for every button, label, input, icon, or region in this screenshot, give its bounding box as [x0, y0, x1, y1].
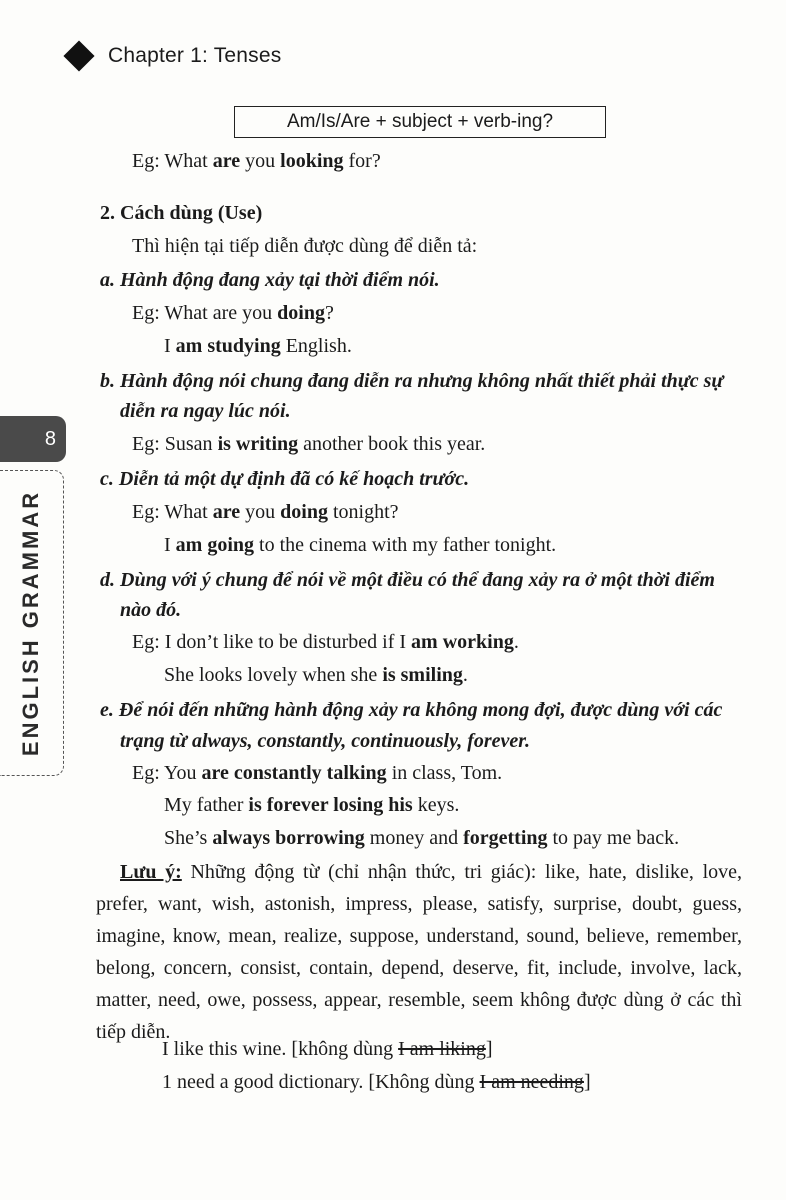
note-example-text: I like this wine. [không dùng: [162, 1038, 399, 1060]
chapter-header: [62, 44, 281, 68]
example-text: in class, Tom.: [386, 762, 503, 784]
example-bold: doing: [280, 501, 328, 523]
use-c-title: c. Diễn tả một dự định đã có kế hoạch trước.: [100, 468, 470, 490]
example-text: money and: [364, 827, 464, 849]
example-bold: is writing: [217, 433, 299, 455]
chapter-title: Chapter 1: Tenses: [108, 44, 282, 67]
use-b-title-line-2: diễn ra ngay lúc nói.: [120, 400, 291, 422]
example-question: [132, 148, 381, 174]
side-section-label: ENGLISH GRAMMAR: [18, 489, 44, 757]
note-label: Lưu ý:: [120, 861, 182, 883]
use-a-title: a. Hành động đang xảy tại thời điểm nói.: [100, 269, 440, 291]
example-bold: is forever losing his: [248, 794, 413, 816]
note-example-1: [162, 1036, 493, 1062]
use-c-example-2: [164, 532, 556, 558]
note-example-2: [162, 1069, 591, 1095]
example-text: .: [462, 664, 468, 686]
question-formula-box: Am/Is/Are + subject + verb-ing?: [234, 106, 606, 138]
example-bold: forgetting: [463, 827, 548, 849]
example-text: .: [513, 631, 519, 653]
example-text: English.: [280, 335, 352, 357]
note-paragraph: [96, 856, 742, 1048]
struck-text: I am needing: [479, 1071, 584, 1093]
example-text: Eg: What are you: [132, 302, 278, 324]
example-bold: are: [212, 150, 241, 172]
example-bold: doing: [277, 302, 325, 324]
side-section-tab: [0, 470, 64, 776]
example-text: for?: [343, 150, 381, 172]
note-text: Những động từ (chỉ nhận thức, tri giác): like, hate, dislike, love, prefer, want, wish, astonish, impress, please, satisfy, surprise, doubt, guess, imagine, know, mean, realize, suppose, understand, sound, believe, remember, belong, concern, consist, contain, depend, deserve, fit, include, involve, lack, matter, need, owe, possess, appear, resemble, seem không được dùng ở các thì tiếp diễn.: [96, 861, 743, 1043]
section-heading: 2. Cách dùng (Use): [100, 202, 263, 224]
use-d-example-1: [132, 629, 519, 655]
example-text: another book this year.: [298, 433, 486, 455]
example-text: ?: [324, 302, 334, 324]
use-a-example-2: [164, 333, 352, 359]
note-example-text: ]: [485, 1038, 493, 1060]
use-e-example-3: [164, 825, 679, 851]
example-text: Eg: What: [132, 501, 213, 523]
example-text: you: [240, 501, 281, 523]
use-e-example-2: [164, 792, 459, 818]
example-text: She’s: [164, 827, 213, 849]
example-text: I: [164, 534, 176, 556]
use-d-title-line-2: nào đó.: [120, 599, 182, 621]
example-bold: always borrowing: [212, 827, 365, 849]
diamond-bullet-icon: [63, 40, 94, 71]
example-bold: am going: [175, 534, 255, 556]
example-text: to pay me back.: [547, 827, 680, 849]
use-b-example-1: [132, 431, 485, 457]
example-text: keys.: [412, 794, 460, 816]
example-text: She looks lovely when she: [164, 664, 383, 686]
use-e-example-1: [132, 760, 502, 786]
use-e-title-line-2: trạng từ always, constantly, continuously, forever.: [120, 730, 530, 752]
use-c-example-1: [132, 499, 399, 525]
example-text: Eg: I don’t like to be disturbed if I: [132, 631, 412, 653]
example-bold: looking: [280, 150, 344, 172]
section-intro: Thì hiện tại tiếp diễn được dùng để diễn tả:: [132, 235, 478, 257]
note-example-text: ]: [583, 1071, 591, 1093]
example-text: tonight?: [327, 501, 399, 523]
page-number: 8: [44, 427, 56, 450]
use-e-title-line-1: e. Để nói đến những hành động xảy ra không mong đợi, được dùng với các: [100, 699, 723, 721]
use-d-example-2: [164, 662, 468, 688]
example-text: My father: [164, 794, 249, 816]
example-bold: are: [212, 501, 241, 523]
example-text: to the cinema with my father tonight.: [254, 534, 557, 556]
use-d-title-line-1: d. Dùng với ý chung để nói về một điều có thể đang xảy ra ở một thời điểm: [100, 569, 715, 591]
example-bold: am studying: [175, 335, 281, 357]
example-text: Eg: You: [132, 762, 202, 784]
example-bold: are constantly talking: [201, 762, 387, 784]
page-number-tab: [0, 416, 66, 462]
use-a-example-1: [132, 300, 334, 326]
struck-text: I am liking: [398, 1038, 486, 1060]
example-text: Eg: What: [132, 150, 213, 172]
example-bold: is smiling: [382, 664, 463, 686]
use-b-title-line-1: b. Hành động nói chung đang diễn ra nhưng không nhất thiết phải thực sự: [100, 370, 724, 392]
note-example-text: 1 need a good dictionary. [Không dùng: [162, 1071, 480, 1093]
example-text: I: [164, 335, 176, 357]
example-bold: am working: [411, 631, 514, 653]
example-text: you: [240, 150, 281, 172]
example-text: Eg: Susan: [132, 433, 218, 455]
